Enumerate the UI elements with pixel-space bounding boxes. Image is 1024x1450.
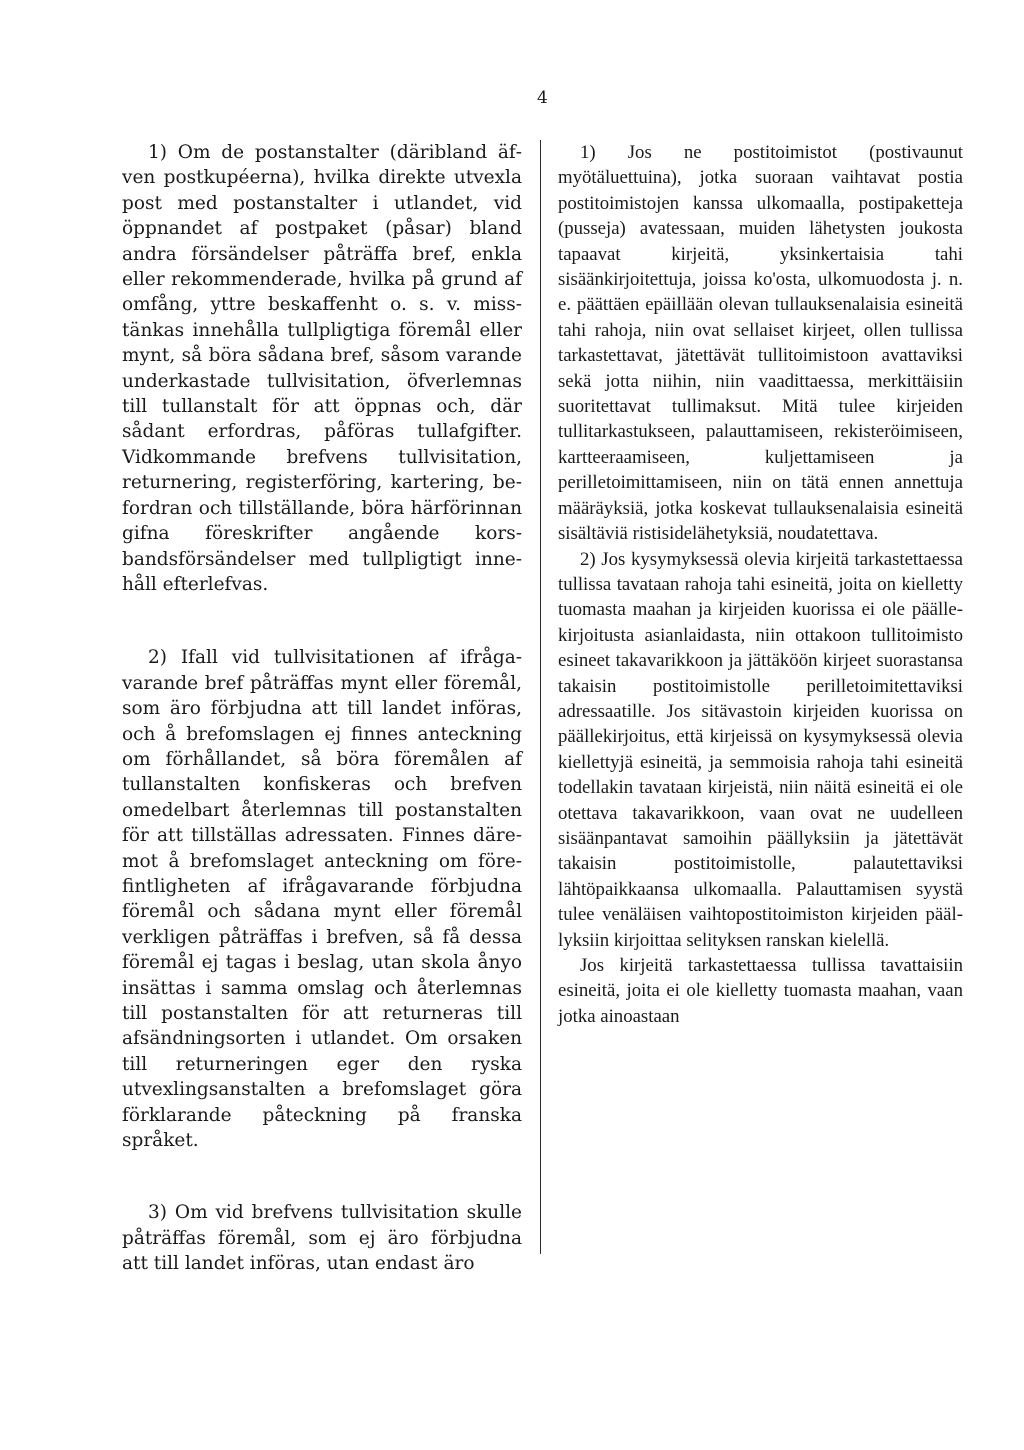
swedish-paragraph-2: 2) Ifall vid tullvisitationen af ifrågavarande bref påträffas mynt eller föremål, som äro förbjudna att till landet införas, och å brefomslagen ej finnes anteckning om förhållandet, så böra föremålen af tullanstalten konfiskeras och brefven omedelbart återlemnas till postanstalten för att tillställas adressaten. Finnes däremot å brefomslaget anteckning om förefintligheten af ifrågavarande förbjudna föremål och sådana mynt eller föremål verkligen påträffas i brefven, så få dessa föremål ej tagas i beslag, utan skola ånyo insättas i samma omslag och återlemnas till postanstalten för att returneras till afsändningsorten i utlandet. Om orsaken till returneringen eger den ryska utvexlingsanstalten a brefomslaget göra förklarande påteckning på franska språket. — [122, 647, 522, 1152]
swedish-paragraph-1: 1) Om de postanstalter (däribland äfven postkupéerna), hvilka direkte utvexla post med postanstalter i utlandet, vid öppnandet af postpaket (påsar) bland andra försändelser påträffa bref, enkla eller rekommenderade, hvilka på grund af omfång, yttre beskaffenht o. s. v. misstänkas innehålla tullpligtiga föremål eller mynt, så böra sådana bref, såsom varande underkastade tullvisitation, öfverlemnas till tullanstalt för att öppnas och, där sådant erfordras, påföras tullafgifter. Vidkommande brefvens tullvisitation, returnering, registerföring, kartering, befordran och tillställande, böra härförinnan gifna föreskrifter angående korsbandsförsändelser med tullpligtigt innehåll efterlefvas. — [122, 142, 522, 595]
finnish-paragraph-3: Jos kirjeitä tarkastettaessa tullissa tavattaisiin esineitä, joita ei ole kielletty tuomasta maahan, vaan jotka ainoastaan — [558, 955, 963, 1027]
finnish-text-column — [558, 140, 963, 1029]
finnish-paragraph-2: 2) Jos kysymyksessä olevia kirjeitä tarkastettaessa tullissa tavataan rahoja tahi esineitä, joita on kielletty tuomasta maahan ja kirjeiden kuorissa ei ole päällekirjoitusta asianlaidasta, niin ottakoon tullitoimisto esineet takavarikkoon ja jättäköön kirjeet suorastansa takaisin postitoimistolle perilletoimitettaviksi adressaatille. Jos sitävastoin kirjeiden kuorissa on päällekirjoitus, että kirjeissä on kysymyksessä olevia kiellettyjä esineitä, ja semmoisia rahoja tahi esineitä todellakin tavataan kirjeistä, niin näitä esineitä ei ole otettava takavarikkoon, vaan ovat ne uudelleen sisäänpantavat samoihin päällyksiin ja jätettävät takaisin postitoimistolle, palautettaviksi lähtöpaikkaansa ulkomaalla. Palauttamisen syystä tulee venäläisen vaihtopostitoimiston kirjeiden päällyksiin kirjoittaa selityksen ranskan kielellä. — [558, 548, 963, 951]
finnish-paragraph-1: 1) Jos ne postitoimistot (postivaunut myötäluettuina), jotka suoraan vaihtavat postia postitoimistojen kanssa ulkomaalla, postipaketteja (pusseja) avatessaan, muiden lähetysten joukosta tapaavat kirjeitä, yksinkertaisia tahi sisäänkirjoitettuja, joissa ko'osta, ulkomuodosta j. n. e. päättäen epäillään olevan tullauksenalaisia esineitä tahi rahoja, niin ovat sellaiset kirjeet, ollen tullissa tarkastettavat, jätettävät tullitoimistoon avattaviksi sekä jotta niihin, niin vaadittaessa, merkittäisiin suoritettavat tullimaksut. Mitä tulee kirjeiden tullitarkastukseen, palauttamiseen, rekisteröimiseen, kartteeraamiseen, kuljettamiseen ja perilletoimittamiseen, niin on tätä ennen annettuja määräyksiä, jotka koskevat tullauksenalaisia esineitä sisältäviä ristisidelähetyksiä, noudatettava. — [558, 142, 963, 545]
swedish-text-column — [122, 140, 522, 1277]
page-number: 4 — [537, 88, 548, 108]
column-divider — [540, 140, 541, 1254]
swedish-paragraph-3: 3) Om vid brefvens tullvisitation skulle påträffas föremål, som ej äro förbjudna att till landet införas, utan endast äro — [122, 1202, 522, 1275]
